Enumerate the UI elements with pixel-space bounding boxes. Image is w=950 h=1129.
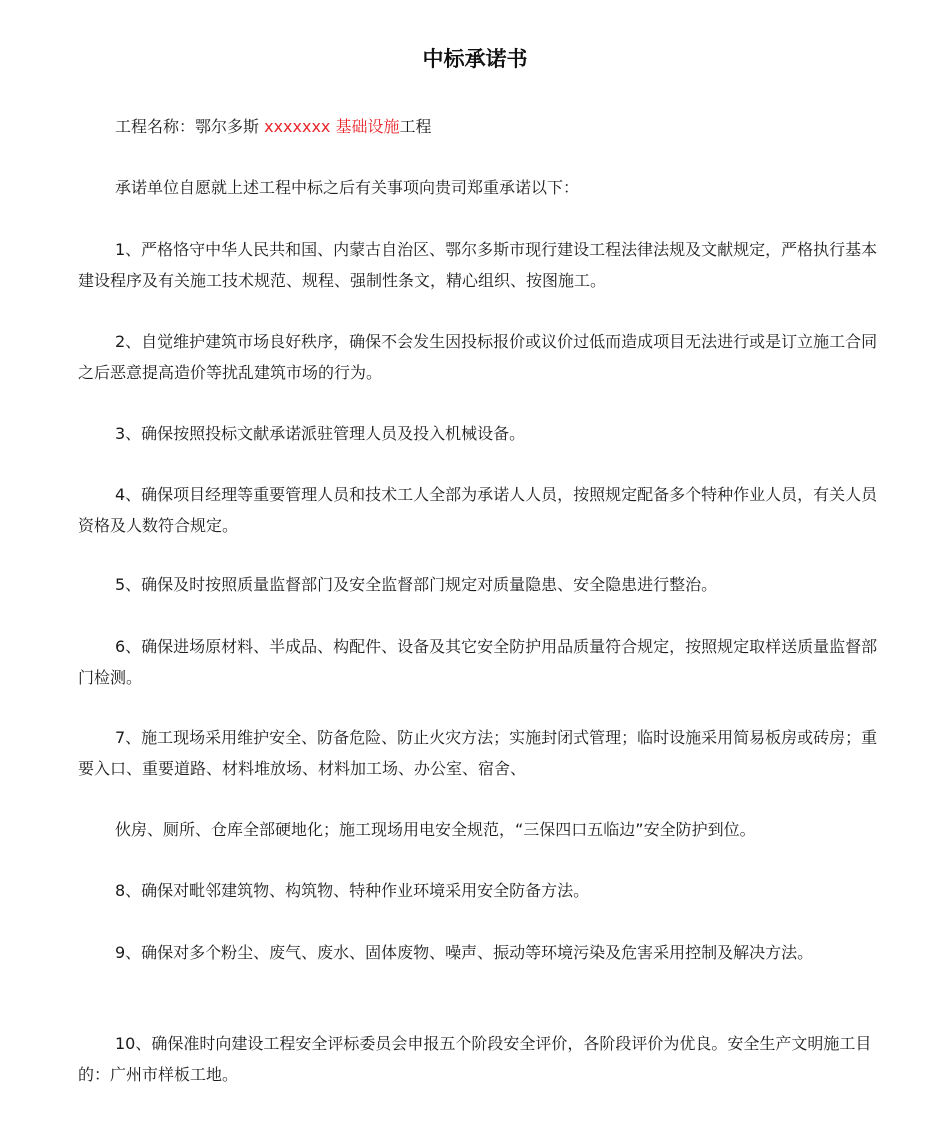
commitment-item-3: 3、确保按照投标文献承诺派驻管理人员及投入机械设备。 [115, 424, 526, 443]
commitment-item-6: 6、确保进场原材料、半成品、构配件、设备及其它安全防护用品质量符合规定，按照规定取样送质量监督部门检测。 [78, 637, 878, 687]
commitment-item-7-continued: 伙房、厕所、仓库全部硬地化；施工现场用电安全规范，“三保四口五临边”安全防护到位。 [115, 820, 756, 839]
commitment-item-2: 2、自觉维护建筑市场良好秩序，确保不会发生因投标报价或议价过低而造成项目无法进行或是订立施工合同之后恶意提高造价等扰乱建筑市场的行为。 [78, 332, 878, 382]
project-name-prefix: 工程名称：鄂尔多斯 [115, 117, 265, 136]
project-name-suffix: 工程 [399, 117, 432, 136]
commitment-item-8: 8、确保对毗邻建筑物、构筑物、特种作业环境采用安全防备方法。 [115, 881, 590, 900]
intro-paragraph: 承诺单位自愿就上述工程中标之后有关事项向贵司郑重承诺以下： [115, 178, 580, 197]
project-name-line [78, 111, 878, 142]
document-title: 中标承诺书 [422, 47, 528, 71]
project-name-highlight: xxxxxxx 基础设施 [264, 117, 400, 136]
commitment-item-4: 4、确保项目经理等重要管理人员和技术工人全部为承诺人人员，按照规定配备多个特种作业人员，有关人员资格及人数符合规定。 [78, 485, 878, 535]
commitment-item-7: 7、施工现场采用维护安全、防备危险、防止火灾方法；实施封闭式管理；临时设施采用简易板房或砖房；重要入口、重要道路、材料堆放场、材料加工场、办公室、宿舍、 [78, 728, 878, 778]
commitment-item-1: 1、严格恪守中华人民共和国、内蒙古自治区、鄂尔多斯市现行建设工程法律法规及文献规定，严格执行基本建设程序及有关施工技术规范、规程、强制性条文，精心组织、按图施工。 [78, 240, 878, 290]
commitment-item-10: 10、确保准时向建设工程安全评标委员会申报五个阶段安全评价，各阶段评价为优良。安全生产文明施工目的：广州市样板工地。 [78, 1034, 872, 1084]
commitment-item-5: 5、确保及时按照质量监督部门及安全监督部门规定对质量隐患、安全隐患进行整治。 [115, 575, 718, 594]
commitment-item-9: 9、确保对多个粉尘、废气、废水、固体废物、噪声、振动等环境污染及危害采用控制及解决方法。 [115, 943, 814, 962]
